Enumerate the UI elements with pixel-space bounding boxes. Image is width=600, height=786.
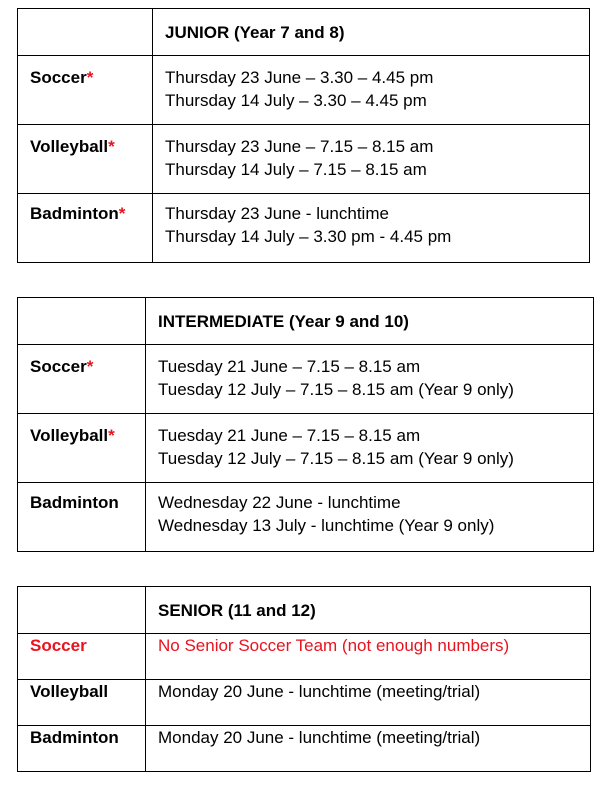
schedule-line: Thursday 14 July – 7.15 – 8.15 am: [165, 160, 427, 179]
schedule-line: Wednesday 22 June - lunchtime: [158, 493, 401, 512]
schedule-cell: [146, 345, 594, 414]
schedule-line: Thursday 14 July – 3.30 – 4.45 pm: [165, 91, 427, 110]
senior-table: [17, 586, 591, 772]
required-asterisk: *: [108, 426, 115, 445]
schedule-cell: [153, 194, 590, 263]
sport-label: Volleyball*: [18, 414, 146, 483]
schedule-cell: Monday 20 June - lunchtime (meeting/trial): [146, 680, 591, 726]
junior-corner-cell: [18, 9, 153, 56]
schedule-cell: [153, 56, 590, 125]
junior-row-volleyball: [18, 125, 590, 194]
required-asterisk: *: [86, 68, 94, 87]
senior-heading: SENIOR (11 and 12): [146, 587, 591, 634]
schedule-line: Thursday 23 June – 3.30 – 4.45 pm: [165, 68, 434, 87]
intermediate-row-badminton: [18, 483, 594, 552]
intermediate-row-soccer: [18, 345, 594, 414]
intermediate-row-volleyball: [18, 414, 594, 483]
schedule-line: Tuesday 21 June – 7.15 – 8.15 am: [158, 426, 421, 445]
intermediate-table: [17, 297, 594, 552]
senior-header-row: [18, 587, 591, 634]
schedule-cell: No Senior Soccer Team (not enough numbers): [146, 634, 591, 680]
sport-label: Soccer*: [18, 345, 146, 414]
schedule-cell: Monday 20 June - lunchtime (meeting/trial): [146, 726, 591, 772]
sport-label: Badminton*: [18, 194, 153, 263]
junior-table: [17, 8, 590, 263]
schedule-line: Tuesday 12 July – 7.15 – 8.15 am (Year 9 only): [158, 449, 514, 468]
intermediate-heading: INTERMEDIATE (Year 9 and 10): [146, 298, 594, 345]
schedule-line: Thursday 14 July – 3.30 pm - 4.45 pm: [165, 227, 452, 246]
intermediate-header-row: [18, 298, 594, 345]
sport-label: Volleyball*: [18, 125, 153, 194]
sport-label: Soccer*: [18, 56, 153, 125]
senior-row-soccer: [18, 634, 591, 680]
required-asterisk: *: [118, 204, 126, 223]
schedule-line: Wednesday 13 July - lunchtime (Year 9 only): [158, 516, 495, 535]
required-asterisk: *: [108, 137, 115, 156]
junior-row-badminton: [18, 194, 590, 263]
required-asterisk: *: [86, 357, 94, 376]
junior-header-row: [18, 9, 590, 56]
sport-label: Soccer: [18, 634, 146, 680]
schedule-line: Tuesday 21 June – 7.15 – 8.15 am: [158, 357, 421, 376]
sport-label: Badminton: [18, 726, 146, 772]
sport-label: Badminton: [18, 483, 146, 552]
senior-corner-cell: [18, 587, 146, 634]
schedule-cell: [153, 125, 590, 194]
senior-row-volleyball: [18, 680, 591, 726]
schedule-cell: [146, 414, 594, 483]
sport-label: Volleyball: [18, 680, 146, 726]
senior-row-badminton: [18, 726, 591, 772]
schedule-cell: [146, 483, 594, 552]
schedule-line: Tuesday 12 July – 7.15 – 8.15 am (Year 9 only): [158, 380, 514, 399]
schedule-line: Thursday 23 June - lunchtime: [165, 204, 389, 223]
junior-heading: JUNIOR (Year 7 and 8): [153, 9, 590, 56]
schedule-line: Thursday 23 June – 7.15 – 8.15 am: [165, 137, 434, 156]
intermediate-corner-cell: [18, 298, 146, 345]
junior-row-soccer: [18, 56, 590, 125]
